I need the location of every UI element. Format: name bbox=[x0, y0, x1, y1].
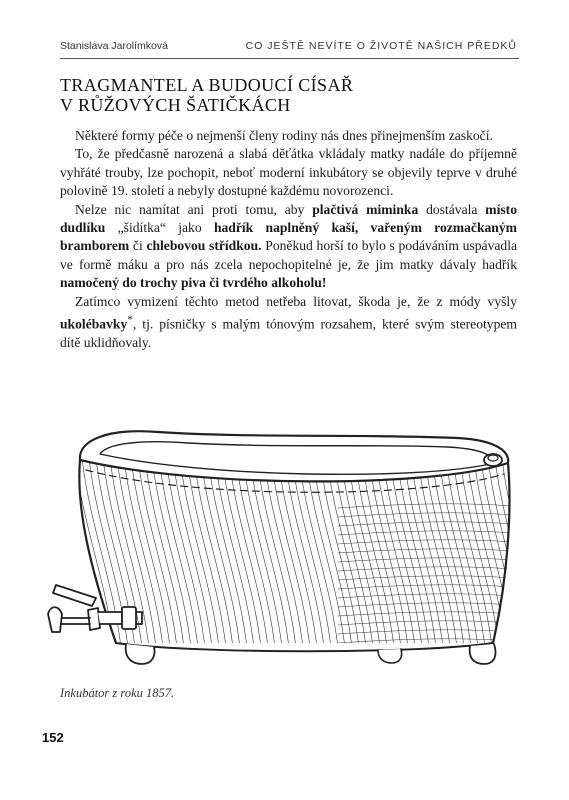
paragraph-2: To, že předčasně narozená a slabá děťátka vkládaly matky nadále do příjemně vyhřáté trouby, lze pochopit, neboť moderní inkubátory se objevily teprve v druhé polovině 19. století a nebyly dostupné každému novorozenci. bbox=[60, 146, 517, 199]
tap bbox=[48, 585, 142, 632]
hatch-line bbox=[180, 458, 220, 658]
chapter-title-line1: TRAGMANTEL A BUDOUCÍ CÍSAŘ bbox=[60, 75, 354, 95]
hatch-cross-line bbox=[338, 585, 513, 589]
tub-foot-mid bbox=[378, 649, 402, 663]
hatch-line bbox=[208, 458, 248, 658]
hatch-line bbox=[299, 458, 339, 658]
hatch-line bbox=[138, 458, 178, 658]
p3-text-2: dostávala bbox=[418, 201, 486, 217]
p3-text-5: Poněkud horší to bylo s podáváním uspávadla ve formě máku a pro nás zcela nepochopitelné je, že jim matky dávaly hadřík bbox=[60, 238, 518, 272]
incubator-illustration bbox=[38, 418, 518, 683]
hatch-line bbox=[355, 458, 395, 658]
hatch-line bbox=[313, 458, 353, 658]
hatch-line bbox=[334, 458, 374, 658]
p4-bold-1: ukolébavky bbox=[60, 316, 128, 332]
knob bbox=[484, 454, 502, 466]
hatch-line bbox=[257, 458, 297, 658]
p3-text-3: „šidítka“ jako bbox=[105, 220, 214, 236]
hatch-line bbox=[271, 458, 311, 658]
hatch-line bbox=[348, 458, 388, 658]
footnote-marker: * bbox=[127, 314, 133, 327]
hatch-line bbox=[159, 458, 199, 658]
hatch-line bbox=[152, 458, 192, 658]
hatch-cross-line bbox=[338, 513, 513, 517]
hatch-line bbox=[376, 458, 416, 658]
hatch-line bbox=[222, 458, 262, 658]
paragraph-3 bbox=[60, 201, 517, 293]
hatch-line bbox=[292, 458, 332, 658]
hatch-line bbox=[250, 458, 290, 658]
hatch-line bbox=[131, 458, 171, 658]
paragraph-4 bbox=[60, 293, 517, 353]
hatch-line bbox=[488, 458, 518, 658]
chapter-title-line2: V RŮŽOVÝCH ŠATIČKÁCH bbox=[60, 95, 291, 115]
header-book-title: CO JEŠTĚ NEVÍTE O ŽIVOTĚ NAŠICH PŘEDKŮ bbox=[245, 40, 517, 52]
hatch-line bbox=[194, 458, 234, 658]
p3-bold-5: namočený do trochy piva či tvrdého alkoholu! bbox=[60, 275, 327, 291]
tub-bottom bbox=[116, 643, 493, 651]
p3-bold-3: hadřík naplněný kaší, vařeným rozmačkaným bramborem bbox=[60, 220, 517, 254]
p4-text-2: , tj. písničky s malým tónovým rozsahem, které svým stereotypem dítě uklidňovaly. bbox=[60, 316, 517, 350]
hatch-line bbox=[278, 458, 318, 658]
running-header bbox=[60, 38, 519, 59]
hatch-line bbox=[38, 458, 52, 658]
paragraph-1: Některé formy péče o nejmenší členy rodiny nás dnes přinejmenším zaskočí. bbox=[75, 128, 493, 143]
hatch-line bbox=[369, 458, 409, 658]
hatch-cross-line bbox=[338, 549, 513, 553]
p3-bold-4: chlebovou střídkou. bbox=[146, 238, 262, 254]
hatch-line bbox=[243, 458, 283, 658]
p4-text-1: Zatímco vymizení těchto metod netřeba litovat, škoda je, že z módy vyšly bbox=[75, 293, 517, 309]
hatch-line bbox=[38, 458, 45, 658]
hatch-line bbox=[215, 458, 255, 658]
hatch-cross-line bbox=[338, 639, 513, 643]
tub-foot-left bbox=[126, 644, 155, 664]
p3-text-4: či bbox=[129, 238, 147, 254]
hatch-line bbox=[327, 458, 367, 658]
hatch-line bbox=[285, 458, 325, 658]
figure-caption: Inkubátor z roku 1857. bbox=[60, 686, 175, 700]
hatch-line bbox=[68, 458, 108, 658]
p3-bold-1: plačtivá miminka bbox=[312, 201, 419, 217]
page-number: 152 bbox=[42, 730, 64, 745]
body-text bbox=[60, 127, 517, 352]
hatch-line bbox=[229, 458, 269, 658]
tub-inner-rim bbox=[100, 442, 491, 475]
hatch-line bbox=[474, 458, 514, 658]
hatch-line bbox=[516, 458, 518, 658]
hatch-line bbox=[264, 458, 304, 658]
hatch-line bbox=[236, 458, 276, 658]
p3-bold-2: místo dudlíku bbox=[60, 201, 517, 236]
hatch-line bbox=[362, 458, 402, 658]
header-author: Stanislava Jarolímková bbox=[60, 40, 168, 52]
chapter-title bbox=[60, 75, 520, 115]
hatch-line bbox=[82, 458, 122, 658]
hatch-line bbox=[341, 458, 381, 658]
hatch-cross-line bbox=[338, 576, 513, 580]
hatch-line bbox=[383, 458, 423, 658]
hatch-line bbox=[306, 458, 346, 658]
hatch-line bbox=[145, 458, 185, 658]
hatch-cross-line bbox=[338, 603, 513, 607]
tub-foot-right bbox=[470, 644, 496, 664]
hatch-line bbox=[320, 458, 360, 658]
hatch-line bbox=[166, 458, 206, 658]
p3-text-1: Nelze nic namítat ani proti tomu, aby bbox=[75, 201, 313, 217]
